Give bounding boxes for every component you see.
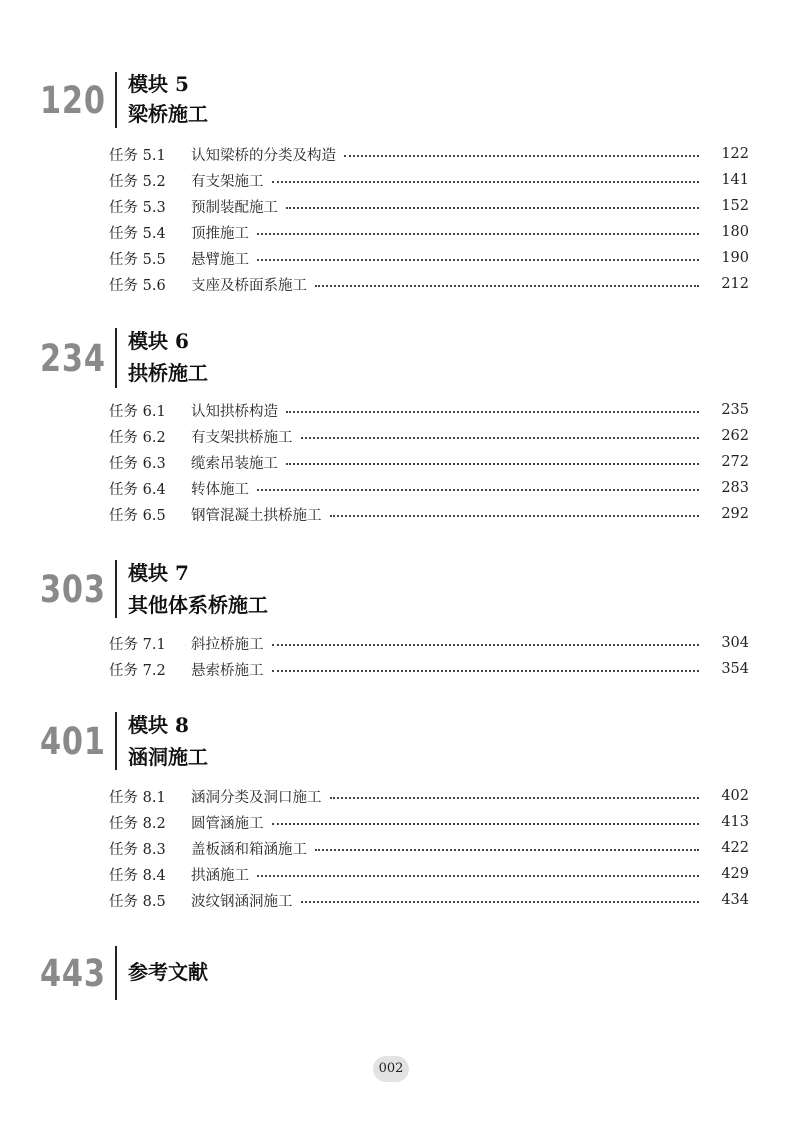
- task-number: 任务 6.5: [109, 507, 166, 524]
- module-start-page[interactable]: 303: [40, 568, 106, 611]
- dot-leader: [272, 670, 700, 672]
- toc-entry[interactable]: [109, 656, 749, 682]
- task-title: 盖板涵和箱涵施工: [191, 841, 307, 858]
- module-start-page[interactable]: 401: [40, 720, 106, 763]
- dot-leader: [257, 259, 699, 261]
- task-number: 任务 8.2: [109, 815, 166, 832]
- dot-leader: [344, 155, 699, 157]
- task-title: 悬索桥施工: [191, 662, 264, 679]
- task-title: 缆索吊装施工: [191, 455, 278, 472]
- dot-leader: [301, 901, 700, 903]
- task-page: 422: [721, 840, 749, 856]
- toc-entry[interactable]: [109, 245, 749, 271]
- task-page: 212: [721, 276, 749, 292]
- task-number: 任务 7.2: [109, 662, 166, 679]
- references-start-page[interactable]: 443: [40, 952, 106, 995]
- module-label: 模块 8: [128, 713, 189, 737]
- toc-entry[interactable]: [109, 887, 749, 913]
- task-list: [109, 783, 749, 913]
- dot-leader: [301, 437, 700, 439]
- module-divider: [115, 712, 117, 770]
- dot-leader: [315, 285, 699, 287]
- task-title: 拱涵施工: [191, 867, 249, 884]
- task-number: 任务 6.2: [109, 429, 166, 446]
- task-title: 认知梁桥的分类及构造: [191, 147, 336, 164]
- task-title: 涵洞分类及洞口施工: [191, 789, 322, 806]
- toc-entry[interactable]: [109, 141, 749, 167]
- dot-leader: [330, 797, 700, 799]
- toc-entry[interactable]: [109, 193, 749, 219]
- task-number: 任务 6.4: [109, 481, 166, 498]
- task-title: 波纹钢涵洞施工: [191, 893, 293, 910]
- task-page: 141: [721, 172, 749, 188]
- task-title: 有支架施工: [191, 173, 264, 190]
- dot-leader: [257, 875, 699, 877]
- toc-entry[interactable]: [109, 630, 749, 656]
- toc-entry[interactable]: [109, 397, 749, 423]
- task-page: 429: [721, 866, 749, 882]
- task-title: 支座及桥面系施工: [191, 277, 307, 294]
- toc-entry[interactable]: [109, 475, 749, 501]
- task-number: 任务 5.1: [109, 147, 166, 164]
- task-page: 402: [721, 788, 749, 804]
- toc-entry[interactable]: [109, 835, 749, 861]
- toc-entry[interactable]: [109, 219, 749, 245]
- task-number: 任务 8.5: [109, 893, 166, 910]
- module-start-page[interactable]: 120: [40, 79, 106, 122]
- dot-leader: [272, 644, 700, 646]
- task-page: 354: [721, 661, 749, 677]
- dot-leader: [286, 411, 699, 413]
- task-number: 任务 6.1: [109, 403, 166, 420]
- module-label: 模块 7: [128, 561, 189, 585]
- task-title: 转体施工: [191, 481, 249, 498]
- task-page: 304: [721, 635, 749, 651]
- task-title: 认知拱桥构造: [191, 403, 278, 420]
- task-number: 任务 5.6: [109, 277, 166, 294]
- task-page: 122: [721, 146, 749, 162]
- module-divider: [115, 946, 117, 1000]
- dot-leader: [286, 463, 699, 465]
- task-page: 272: [721, 454, 749, 470]
- task-list: [109, 397, 749, 527]
- task-number: 任务 6.3: [109, 455, 166, 472]
- task-page: 292: [721, 506, 749, 522]
- task-title: 有支架拱桥施工: [191, 429, 293, 446]
- module-divider: [115, 328, 117, 388]
- module-title[interactable]: 涵洞施工: [128, 745, 208, 769]
- module-label: 模块 6: [128, 329, 189, 353]
- module-title[interactable]: 梁桥施工: [128, 102, 208, 126]
- toc-entry[interactable]: [109, 271, 749, 297]
- task-page: 434: [721, 892, 749, 908]
- dot-leader: [257, 233, 699, 235]
- module-title[interactable]: 其他体系桥施工: [128, 593, 268, 617]
- task-title: 圆管涵施工: [191, 815, 264, 832]
- module-label: 模块 5: [128, 72, 189, 96]
- task-page: 152: [721, 198, 749, 214]
- toc-entry[interactable]: [109, 167, 749, 193]
- task-number: 任务 5.3: [109, 199, 166, 216]
- module-divider: [115, 72, 117, 128]
- page-number: 002: [373, 1056, 409, 1082]
- task-number: 任务 8.1: [109, 789, 166, 806]
- toc-entry[interactable]: [109, 783, 749, 809]
- task-list: [109, 630, 749, 682]
- module-divider: [115, 560, 117, 618]
- task-number: 任务 7.1: [109, 636, 166, 653]
- task-title: 预制装配施工: [191, 199, 278, 216]
- task-page: 262: [721, 428, 749, 444]
- task-page: 180: [721, 224, 749, 240]
- module-title[interactable]: 拱桥施工: [128, 361, 208, 385]
- dot-leader: [330, 515, 700, 517]
- references-title[interactable]: 参考文献: [128, 960, 208, 984]
- task-title: 斜拉桥施工: [191, 636, 264, 653]
- task-number: 任务 8.3: [109, 841, 166, 858]
- toc-entry[interactable]: [109, 861, 749, 887]
- task-page: 413: [721, 814, 749, 830]
- toc-entry[interactable]: [109, 423, 749, 449]
- task-title: 悬臂施工: [191, 251, 249, 268]
- dot-leader: [257, 489, 699, 491]
- task-page: 235: [721, 402, 749, 418]
- task-page: 190: [721, 250, 749, 266]
- task-number: 任务 5.5: [109, 251, 166, 268]
- task-page: 283: [721, 480, 749, 496]
- dot-leader: [315, 849, 699, 851]
- toc-entry[interactable]: [109, 809, 749, 835]
- task-number: 任务 5.2: [109, 173, 166, 190]
- task-list: [109, 141, 749, 297]
- task-number: 任务 8.4: [109, 867, 166, 884]
- module-start-page[interactable]: 234: [40, 337, 106, 380]
- task-number: 任务 5.4: [109, 225, 166, 242]
- dot-leader: [286, 207, 699, 209]
- toc-entry[interactable]: [109, 449, 749, 475]
- toc-entry[interactable]: [109, 501, 749, 527]
- dot-leader: [272, 823, 700, 825]
- task-title: 钢管混凝土拱桥施工: [191, 507, 322, 524]
- dot-leader: [272, 181, 700, 183]
- task-title: 顶推施工: [191, 225, 249, 242]
